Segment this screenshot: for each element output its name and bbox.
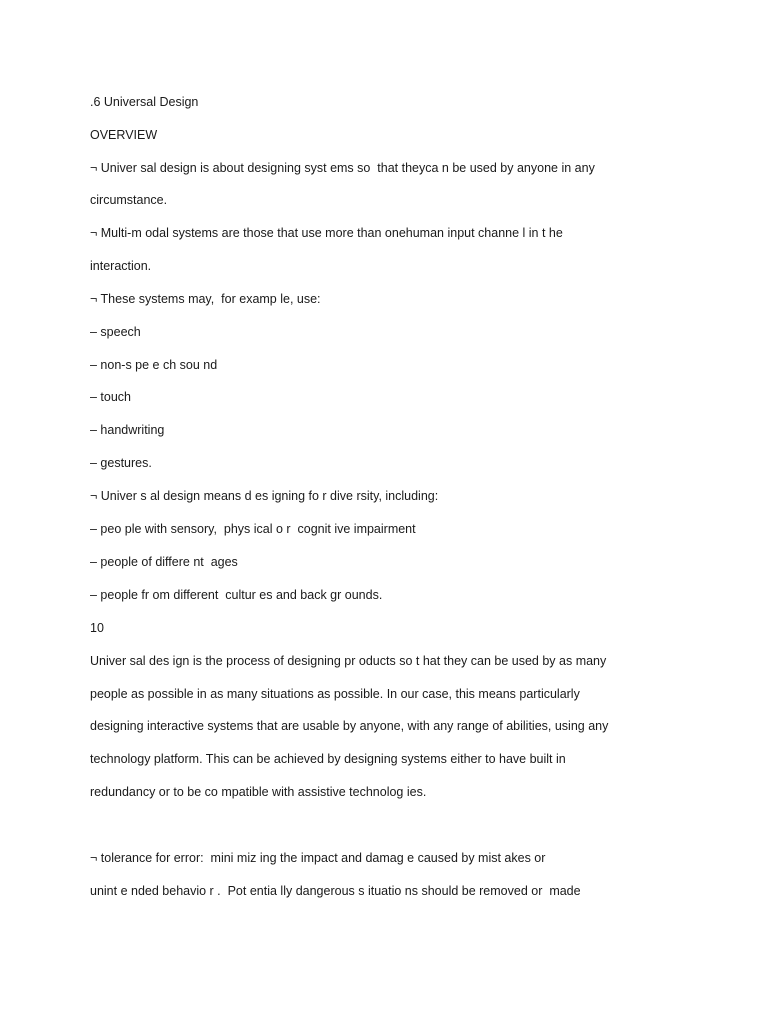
- text-line: ¬ Univer sal design is about designing syst ems so that theyca n be used by anyone in any: [90, 161, 595, 175]
- paragraph-line: technology platform. This can be achieved by designing systems either to have built in: [90, 752, 566, 766]
- text-line: unint e nded behavio r . Pot entia lly dangerous s ituatio ns should be removed or made: [90, 884, 581, 898]
- text-line: ¬ These systems may, for examp le, use:: [90, 292, 321, 306]
- overview-heading: OVERVIEW: [90, 128, 158, 142]
- list-item: – people of differe nt ages: [90, 555, 238, 569]
- list-item: – people fr om different cultur es and back gr ounds.: [90, 588, 383, 602]
- text-line: interaction.: [90, 259, 152, 273]
- paragraph-line: people as possible in as many situations as possible. In our case, this means particularly: [90, 687, 580, 701]
- text-line: ¬ tolerance for error: mini miz ing the impact and damag e caused by mist akes or: [90, 851, 546, 865]
- list-item: – touch: [90, 390, 132, 404]
- text-line: circumstance.: [90, 193, 168, 207]
- text-line: ¬ Multi-m odal systems are those that use more than onehuman input channe l in t he: [90, 226, 563, 240]
- text-line: ¬ Univer s al design means d es igning fo r dive rsity, including:: [90, 489, 439, 503]
- paragraph-line: designing interactive systems that are usable by anyone, with any range of abilities, using any: [90, 719, 609, 733]
- paragraph-line: redundancy or to be co mpatible with assistive technolog ies.: [90, 785, 427, 799]
- list-item: – handwriting: [90, 423, 165, 437]
- list-item: – non-s pe e ch sou nd: [90, 358, 218, 372]
- page-number: 10: [90, 621, 104, 635]
- section-heading: .6 Universal Design: [90, 95, 199, 109]
- list-item: – speech: [90, 325, 141, 339]
- list-item: – gestures.: [90, 456, 152, 470]
- paragraph-line: Univer sal des ign is the process of designing pr oducts so t hat they can be used by as many: [90, 654, 607, 668]
- list-item: – peo ple with sensory, phys ical o r cognit ive impairment: [90, 522, 416, 536]
